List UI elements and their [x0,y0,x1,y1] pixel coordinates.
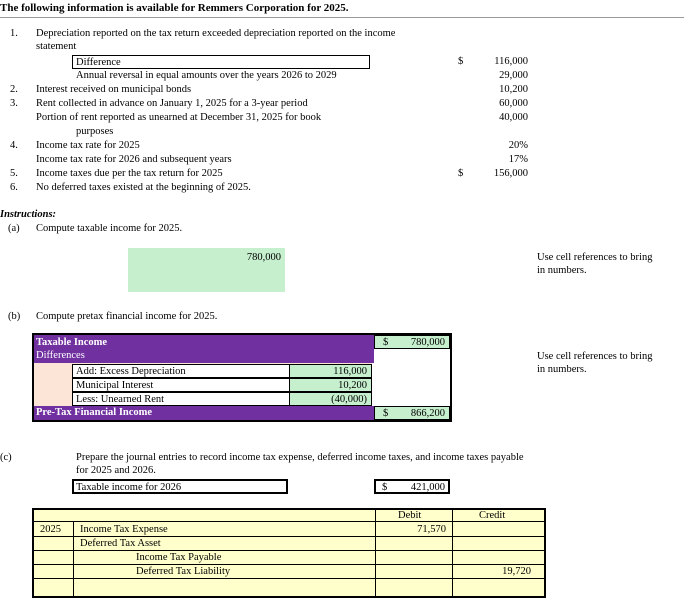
tax-rate-2025-value: 20% [508,140,528,151]
year-column-divider [73,522,74,596]
item-3-number: 3. [10,98,18,109]
part-a-note-line1: Use cell references to bring [537,252,653,263]
diff-row-3-value: (40,000) [331,394,367,405]
part-c-text-cont: for 2025 and 2026. [76,465,156,476]
item-4-text: Income tax rate for 2025 [36,140,140,151]
part-a-label: (a) [8,223,20,234]
annual-reversal-label: Annual reversal in equal amounts over the years 2026 to 2029 [76,70,337,81]
item-5-dollar-sign: $ [458,168,464,179]
entry-1-debit[interactable]: 71,570 [417,524,446,535]
taxable-income-2026-label: Taxable income for 2026 [76,482,182,493]
diff-row-2-value-cell[interactable] [289,378,372,392]
unearned-portion-value: 40,000 [499,112,528,123]
row-divider [34,550,544,551]
part-b-text: Compute pretax financial income for 2025. [36,311,218,322]
part-b-label: (b) [8,311,21,322]
credit-column-header: Credit [479,510,506,521]
diff-row-3-label: Less: Unearned Rent [76,394,165,405]
item-5-value: 156,000 [493,168,528,179]
journal-header-row [32,508,546,522]
item-1-text-cont: statement [36,41,77,52]
tax-rate-future-text: Income tax rate for 2026 and subsequent years [36,154,232,165]
taxable-income-2026-dollar: $ [382,482,388,493]
difference-value: 116,000 [494,56,528,67]
entry-1-account[interactable]: Income Tax Expense [80,524,168,535]
instructions-heading: Instructions: [0,209,57,220]
item-4-number: 4. [10,140,18,151]
part-b-note-line2: in numbers. [537,364,587,375]
entry-4-credit[interactable]: 19,720 [502,566,531,577]
pretax-top-dollar: $ [383,337,389,348]
item-6-text: No deferred taxes existed at the beginning of 2025. [36,182,251,193]
diff-row-1-label-cell [72,364,290,378]
difference-label-cell [72,55,370,69]
item-2-number: 2. [10,84,18,95]
pretax-table-header-band [34,335,374,363]
diff-row-2-value: 10,200 [338,380,367,391]
unearned-portion-text: Portion of rent reported as unearned at December 31, 2025 for book [36,112,322,123]
taxable-income-2026-value: 421,000 [410,482,445,493]
part-b-note-line1: Use cell references to bring [537,351,653,362]
diff-row-2-label: Municipal Interest [76,380,154,391]
diff-row-1-value-cell[interactable] [289,364,372,378]
taxable-income-answer-cell[interactable] [128,248,285,292]
part-c-text: Prepare the journal entries to record income tax expense, deferred income taxes, and income taxes payable [76,452,524,463]
pretax-footer-band [34,406,374,420]
part-a-text: Compute taxable income for 2025. [36,223,183,234]
pretax-header-line2: Differences [36,350,85,361]
pretax-total-value: 866,200 [410,408,445,419]
part-c-label: (c) [0,452,12,463]
item-2-value: 10,200 [499,84,528,95]
item-2-text: Interest received on municipal bonds [36,84,192,95]
item-5-number: 5. [10,168,18,179]
item-6-number: 6. [10,182,18,193]
item-3-text: Rent collected in advance on January 1, 2025 for a 3-year period [36,98,308,109]
diff-row-3-label-cell [72,392,290,406]
pretax-footer-label: Pre-Tax Financial Income [36,407,153,418]
annual-reversal-value: 29,000 [499,70,528,81]
item-3-value: 60,000 [499,98,528,109]
page-header: The following information is available for Remmers Corporation for 2025. [0,2,349,14]
diff-row-1-value: 116,000 [333,366,367,377]
diff-row-3-value-cell[interactable] [289,392,372,406]
item-1-text: Depreciation reported on the tax return exceeded depreciation reported on the income [36,28,396,39]
diff-row-1-label: Add: Excess Depreciation [76,366,186,377]
difference-label: Difference [76,57,121,68]
item-1-number: 1. [10,28,18,39]
pretax-total-cell[interactable] [374,406,450,420]
entry-1-year: 2025 [40,524,61,535]
difference-dollar-sign: $ [458,56,464,67]
account-column-divider [375,508,376,596]
debit-column-divider [452,508,453,596]
part-a-note-line2: in numbers. [537,265,587,276]
tax-rate-future-value: 17% [508,154,528,165]
pretax-top-value: 780,000 [410,337,445,348]
entry-4-account[interactable]: Deferred Tax Liability [136,566,231,577]
taxable-income-answer: 780,000 [246,252,281,263]
diff-row-2-label-cell [72,378,290,392]
taxable-income-2026-value-cell[interactable] [374,479,450,494]
unearned-portion-text-cont: purposes [76,126,114,137]
debit-column-header: Debit [398,510,422,521]
taxable-income-2026-label-cell [72,479,288,494]
entry-2-account[interactable]: Deferred Tax Asset [80,538,161,549]
row-divider [34,578,544,579]
header-divider [0,17,684,18]
pretax-header-line1: Taxable Income [36,337,108,348]
pretax-footer-dollar: $ [383,408,389,419]
entry-3-account[interactable]: Income Tax Payable [136,552,222,563]
item-5-text: Income taxes due per the tax return for 2025 [36,168,223,179]
pretax-taxable-income-cell[interactable] [374,335,450,349]
